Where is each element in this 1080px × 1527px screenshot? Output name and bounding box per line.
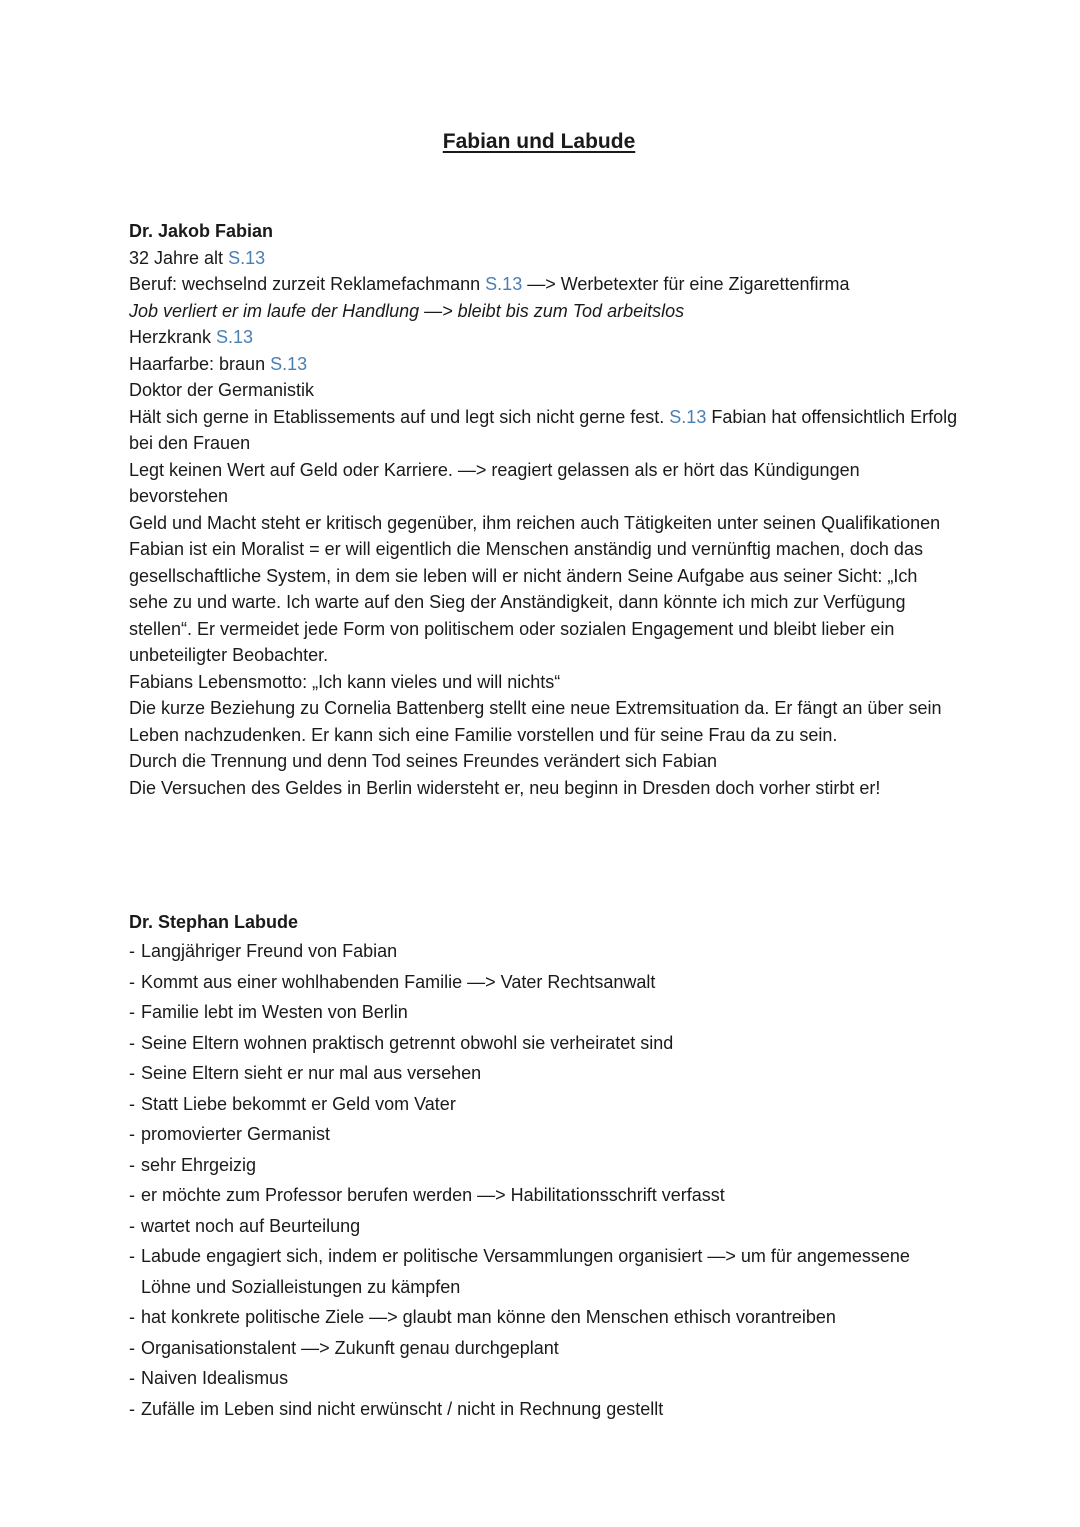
list-item (129, 967, 959, 998)
page-reference: S.13 (669, 406, 707, 427)
page-reference: S.13 (270, 353, 308, 374)
list-item (129, 997, 959, 1028)
list-item (129, 1333, 959, 1364)
list-item-text: Statt Liebe bekommt er Geld vom Vater (141, 1093, 456, 1114)
list-item-text: hat konkrete politische Ziele —> glaubt man könne den Menschen ethisch vorantreiben (141, 1307, 836, 1327)
fabian-trennung: Durch die Trennung und denn Tod seines Freundes verändert sich Fabian (129, 751, 718, 771)
fabian-section (129, 218, 959, 801)
page-reference: S.13 (228, 247, 266, 268)
fabian-herz (129, 324, 959, 351)
page-reference: S.13 (485, 274, 523, 294)
dash-marker: - (129, 1185, 135, 1205)
dash-marker: - (129, 1215, 135, 1236)
fabian-versuchen: Die Versuchen des Geldes in Berlin widersteht er, neu beginn in Dresden doch vorher stirbt er! (129, 777, 881, 798)
list-item-text: Langjähriger Freund von Fabian (141, 941, 398, 961)
fabian-geld: Legt keinen Wert auf Geld oder Karriere. —> reagiert gelassen als er hört das Kündigungen bevorstehen (129, 459, 860, 506)
fabian-beziehung: Die kurze Beziehung zu Cornelia Battenberg stellt eine neue Extremsituation da. Er fängt an über sein Leben nachzudenken. Er kann sich eine Familie vorstellen und für seine Frau da zu sein. (129, 698, 942, 745)
dash-marker: - (129, 971, 135, 992)
list-item (129, 1180, 959, 1211)
herz-text: Herzkrank (129, 327, 217, 347)
list-item-text: sehr Ehrgeizig (141, 1154, 257, 1175)
page-reference: S.13 (216, 327, 254, 347)
dash-marker: - (129, 1246, 135, 1266)
fabian-doktor: Doktor der Germanistik (129, 380, 315, 400)
dash-marker: - (129, 1032, 135, 1053)
list-item-text: Naiven Idealismus (141, 1368, 289, 1388)
list-item (129, 1394, 959, 1425)
list-item (129, 936, 959, 967)
dash-marker: - (129, 1307, 135, 1327)
dash-marker: - (129, 1002, 135, 1022)
list-item-text: Zufälle im Leben sind nicht erwünscht / nicht in Rechnung gestellt (141, 1398, 664, 1419)
list-item-text: Kommt aus einer wohlhabenden Familie —> Vater Rechtsanwalt (141, 971, 656, 992)
list-item-text: Familie lebt im Westen von Berlin (141, 1002, 408, 1022)
fabian-motto: Fabians Lebensmotto: „Ich kann vieles und will nichts“ (129, 671, 561, 692)
dash-marker: - (129, 1337, 135, 1358)
labude-heading: Dr. Stephan Labude (129, 912, 299, 932)
dash-marker: - (129, 1368, 135, 1388)
labude-section (129, 908, 959, 1424)
dash-marker: - (129, 1398, 135, 1419)
fabian-heading: Dr. Jakob Fabian (129, 221, 274, 241)
dash-marker: - (129, 1124, 135, 1144)
fabian-moralist: Fabian ist ein Moralist = er will eigentlich die Menschen anständig und vernünftig machen, doch das gesellschaftliche System, in dem sie leben will er nicht ändern Seine Aufgabe aus seiner Sicht: „Ich sehe zu und warte. Ich warte auf den Sieg der Anständigkeit, dann könnte ich mich zur Verfügung stellen“. Er vermeidet jede Form von politischem oder sozialen Engagement und bleibt lieber ein unbeteiligter Beobachter. (129, 539, 923, 665)
list-item-text: wartet noch auf Beurteilung (141, 1215, 361, 1236)
dash-marker: - (129, 1154, 135, 1175)
list-item (129, 1150, 959, 1181)
fabian-macht: Geld und Macht steht er kritisch gegenüber, ihm reichen auch Tätigkeiten unter seinen Qualifikationen (129, 512, 941, 533)
list-item-text: Organisationstalent —> Zukunft genau durchgeplant (141, 1337, 559, 1358)
dash-marker: - (129, 941, 135, 961)
list-item (129, 1302, 959, 1333)
labude-list (129, 936, 959, 1424)
fabian-job-line: Job verliert er im laufe der Handlung —> bleibt bis zum Tod arbeitslos (129, 300, 685, 321)
list-item (129, 1241, 959, 1302)
list-item (129, 1028, 959, 1059)
beruf-rest: —> Werbetexter für eine Zigarettenfirma (522, 274, 850, 294)
etab-text: Hält sich gerne in Etablissements auf und legt sich nicht gerne fest. (129, 406, 670, 427)
list-item (129, 1211, 959, 1242)
list-item (129, 1363, 959, 1394)
list-item-text: Labude engagiert sich, indem er politische Versammlungen organisiert —> um für angemessene Löhne und Sozialleistungen zu kämpfen (141, 1246, 910, 1297)
list-item (129, 1058, 959, 1089)
list-item-text: er möchte zum Professor berufen werden —> Habilitationsschrift verfasst (141, 1185, 725, 1205)
dash-marker: - (129, 1063, 135, 1083)
fabian-etablissements (129, 404, 959, 457)
haar-text: Haarfarbe: braun (129, 353, 271, 374)
age-text: 32 Jahre alt (129, 247, 229, 268)
fabian-age (129, 245, 959, 272)
list-item-text: promovierter Germanist (141, 1124, 331, 1144)
fabian-haar (129, 351, 959, 378)
beruf-text: Beruf: wechselnd zurzeit Reklamefachmann (129, 274, 486, 294)
document-title: Fabian und Labude (442, 130, 636, 153)
list-item-text: Seine Eltern wohnen praktisch getrennt obwohl sie verheiratet sind (141, 1032, 674, 1053)
dash-marker: - (129, 1093, 135, 1114)
list-item (129, 1089, 959, 1120)
list-item-text: Seine Eltern sieht er nur mal aus versehen (141, 1063, 482, 1083)
etab-rest: Fabian hat offensichtlich Erfolg bei den Frauen (129, 406, 958, 453)
list-item (129, 1119, 959, 1150)
fabian-beruf (129, 271, 959, 298)
